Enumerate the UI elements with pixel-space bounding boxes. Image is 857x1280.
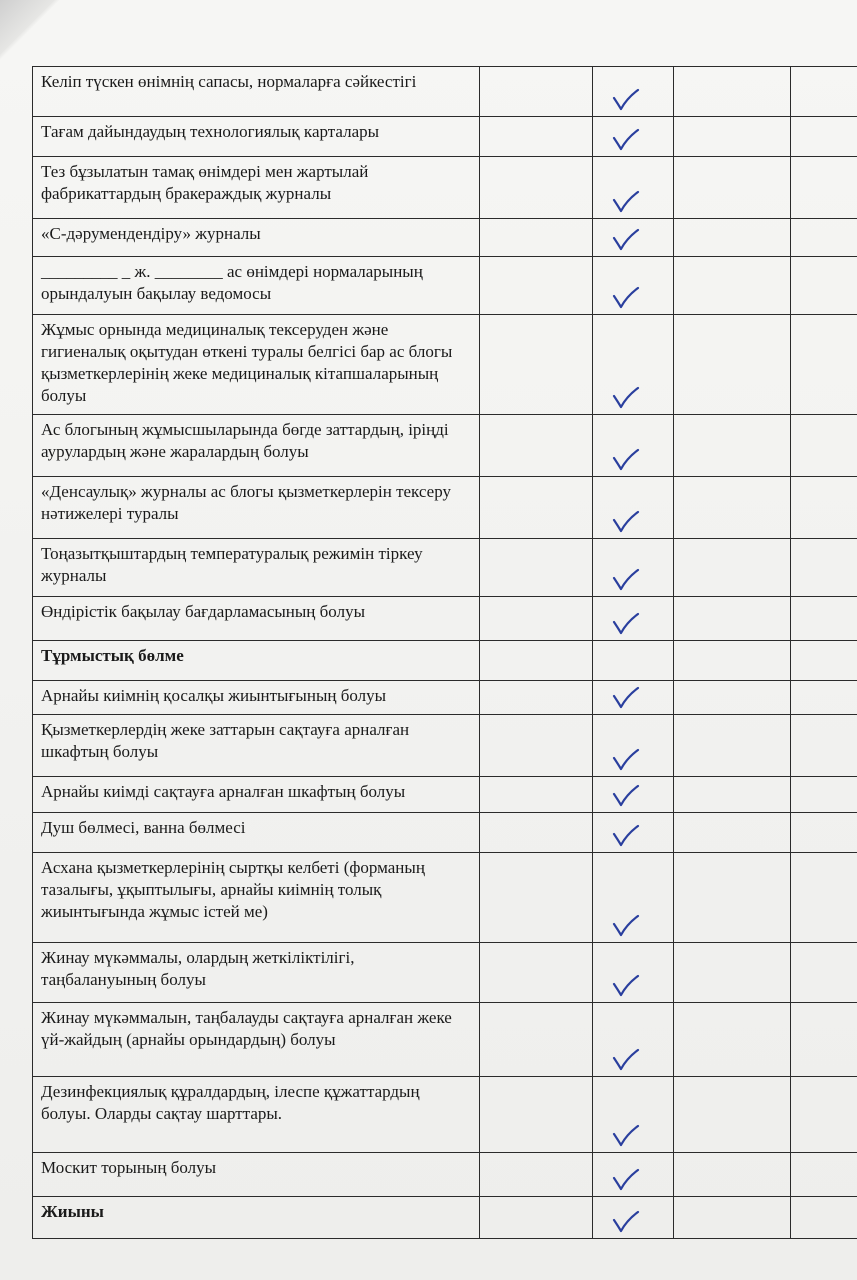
empty-cell (480, 477, 593, 539)
checkmark-icon (611, 228, 641, 252)
empty-cell (480, 641, 593, 681)
empty-cell (791, 1003, 857, 1077)
table-row (33, 67, 857, 117)
table-row (33, 777, 857, 813)
empty-cell (480, 813, 593, 853)
empty-cell (674, 715, 791, 777)
row-label: Тағам дайындаудың технологиялық карталары (33, 117, 480, 157)
check-cell (593, 641, 674, 681)
checkmark-icon (611, 612, 641, 636)
empty-cell (480, 257, 593, 315)
page-corner-fold (0, 0, 60, 60)
table-row (33, 157, 857, 219)
checkmark-icon (611, 748, 641, 772)
empty-cell (791, 315, 857, 415)
table-row (33, 813, 857, 853)
table-row (33, 715, 857, 777)
row-label: Жұмыс орнында медициналық тексеруден және гигиеналық оқытудан өткені туралы белгісі бар ас блогы қызметкерлерінің жеке медициналық кітапшаларының болуы (33, 315, 480, 415)
empty-cell (791, 67, 857, 117)
checkmark-icon (611, 1124, 641, 1148)
empty-cell (674, 67, 791, 117)
empty-cell (674, 1077, 791, 1153)
check-cell (593, 853, 674, 943)
checkmark-icon (611, 824, 641, 848)
check-cell (593, 1003, 674, 1077)
check-cell (593, 681, 674, 715)
total-row (33, 1197, 857, 1239)
empty-cell (791, 539, 857, 597)
checkmark-icon (611, 1168, 641, 1192)
table-row (33, 1077, 857, 1153)
empty-cell (674, 813, 791, 853)
empty-cell (480, 681, 593, 715)
empty-cell (791, 715, 857, 777)
empty-cell (674, 539, 791, 597)
table-row (33, 477, 857, 539)
check-cell (593, 117, 674, 157)
table-row (33, 597, 857, 641)
empty-cell (791, 597, 857, 641)
empty-cell (674, 219, 791, 257)
checkmark-icon (611, 914, 641, 938)
row-label: Ас блогының жұмысшыларында бөгде заттардың, іріңді аурулардың және жаралардың болуы (33, 415, 480, 477)
check-cell (593, 257, 674, 315)
row-label: _________ _ ж. ________ ас өнімдері нормаларының орындалуын бақылау ведомосы (33, 257, 480, 315)
empty-cell (674, 943, 791, 1003)
row-label: «С-дәрумендендіру» журналы (33, 219, 480, 257)
checklist-body (33, 67, 857, 1239)
empty-cell (480, 715, 593, 777)
row-label: Тез бұзылатын тамақ өнімдері мен жартылай фабрикаттардың бракераждық журналы (33, 157, 480, 219)
empty-cell (791, 415, 857, 477)
empty-cell (480, 943, 593, 1003)
row-label: Жиыны (33, 1197, 480, 1239)
row-label: Қызметкерлердің жеке заттарын сақтауға арналған шкафтың болуы (33, 715, 480, 777)
table-row (33, 415, 857, 477)
check-cell (593, 1153, 674, 1197)
section-row (33, 641, 857, 681)
checkmark-icon (611, 190, 641, 214)
check-cell (593, 477, 674, 539)
row-label: Москит торының болуы (33, 1153, 480, 1197)
checkmark-icon (611, 1048, 641, 1072)
empty-cell (480, 117, 593, 157)
row-label: Тұрмыстық бөлме (33, 641, 480, 681)
empty-cell (480, 1003, 593, 1077)
table-row (33, 117, 857, 157)
empty-cell (674, 681, 791, 715)
empty-cell (674, 415, 791, 477)
empty-cell (791, 219, 857, 257)
empty-cell (480, 219, 593, 257)
check-cell (593, 943, 674, 1003)
check-cell (593, 219, 674, 257)
row-label: Арнайы киімнің қосалқы жиынтығының болуы (33, 681, 480, 715)
checkmark-icon (611, 448, 641, 472)
empty-cell (791, 477, 857, 539)
checkmark-icon (611, 784, 641, 808)
empty-cell (674, 1003, 791, 1077)
check-cell (593, 813, 674, 853)
check-cell (593, 777, 674, 813)
empty-cell (791, 681, 857, 715)
checklist-table (32, 66, 857, 1239)
table-row (33, 539, 857, 597)
check-cell (593, 415, 674, 477)
checkmark-icon (611, 568, 641, 592)
row-label: Келіп түскен өнімнің сапасы, нормаларға сәйкестігі (33, 67, 480, 117)
empty-cell (791, 777, 857, 813)
empty-cell (480, 597, 593, 641)
table-row (33, 219, 857, 257)
empty-cell (791, 157, 857, 219)
empty-cell (791, 1077, 857, 1153)
check-cell (593, 1197, 674, 1239)
empty-cell (674, 315, 791, 415)
empty-cell (674, 1197, 791, 1239)
empty-cell (480, 315, 593, 415)
check-cell (593, 597, 674, 641)
table-row (33, 1003, 857, 1077)
empty-cell (674, 257, 791, 315)
empty-cell (480, 539, 593, 597)
empty-cell (674, 853, 791, 943)
empty-cell (674, 477, 791, 539)
checkmark-icon (611, 128, 641, 152)
check-cell (593, 67, 674, 117)
row-label: Тоңазытқыштардың температуралық режимін тіркеу журналы (33, 539, 480, 597)
empty-cell (791, 117, 857, 157)
table-row (33, 681, 857, 715)
checkmark-icon (611, 974, 641, 998)
empty-cell (480, 1153, 593, 1197)
empty-cell (791, 1153, 857, 1197)
table-row (33, 315, 857, 415)
row-label: Арнайы киімді сақтауға арналған шкафтың болуы (33, 777, 480, 813)
empty-cell (791, 813, 857, 853)
empty-cell (480, 1077, 593, 1153)
check-cell (593, 1077, 674, 1153)
empty-cell (791, 1197, 857, 1239)
check-cell (593, 315, 674, 415)
checkmark-icon (611, 88, 641, 112)
checkmark-icon (611, 1210, 641, 1234)
empty-cell (480, 67, 593, 117)
empty-cell (480, 1197, 593, 1239)
empty-cell (791, 943, 857, 1003)
table-row (33, 1153, 857, 1197)
check-cell (593, 715, 674, 777)
checkmark-icon (611, 386, 641, 410)
empty-cell (674, 157, 791, 219)
checkmark-icon (611, 286, 641, 310)
check-cell (593, 157, 674, 219)
empty-cell (480, 777, 593, 813)
empty-cell (791, 853, 857, 943)
table-row (33, 943, 857, 1003)
check-cell (593, 539, 674, 597)
row-label: Жинау мүкәммалын, таңбалауды сақтауға арналған жеке үй-жайдың (арнайы орындардың) болуы (33, 1003, 480, 1077)
checkmark-icon (611, 510, 641, 534)
empty-cell (674, 117, 791, 157)
empty-cell (674, 777, 791, 813)
table-row (33, 257, 857, 315)
empty-cell (791, 641, 857, 681)
table-row (33, 853, 857, 943)
checkmark-icon (611, 686, 641, 710)
empty-cell (791, 257, 857, 315)
row-label: Өндірістік бақылау бағдарламасының болуы (33, 597, 480, 641)
row-label: Жинау мүкәммалы, олардың жеткіліктілігі, таңбалануының болуы (33, 943, 480, 1003)
empty-cell (480, 157, 593, 219)
empty-cell (674, 1153, 791, 1197)
empty-cell (674, 597, 791, 641)
row-label: Душ бөлмесі, ванна бөлмесі (33, 813, 480, 853)
row-label: Дезинфекциялық құралдардың, ілеспе құжаттардың болуы. Оларды сақтау шарттары. (33, 1077, 480, 1153)
empty-cell (480, 415, 593, 477)
empty-cell (480, 853, 593, 943)
row-label: Асхана қызметкерлерінің сыртқы келбеті (форманың тазалығы, ұқыптылығы, арнайы киімнің толық жиынтығында жұмыс істей ме) (33, 853, 480, 943)
row-label: «Денсаулық» журналы ас блогы қызметкерлерін тексеру нәтижелері туралы (33, 477, 480, 539)
empty-cell (674, 641, 791, 681)
